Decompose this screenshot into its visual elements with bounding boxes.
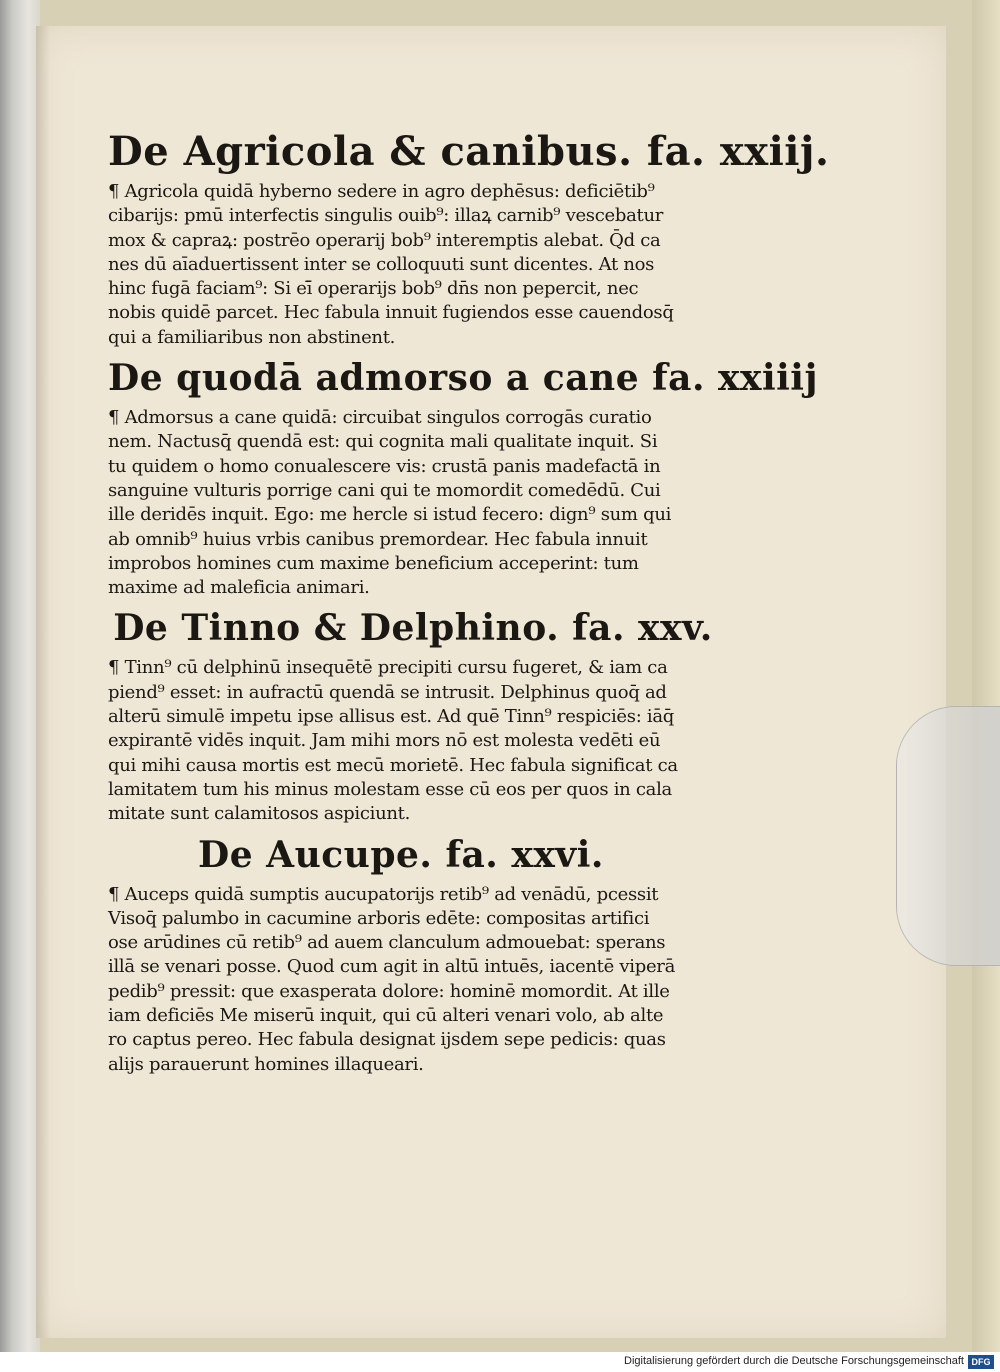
book-binding [0,0,40,1352]
text-line: nem. Nactusq̄ quendā est: qui cognita mali qualitate inquit. Si [108,431,658,453]
text-line: ¶ Admorsus a cane quidā: circuibat singulos corrogās curatio [108,407,652,429]
text-line: hinc fugā faciam⁹: Si eī̄ operarijs bob⁹ dn̄s non pepercit, nec [108,278,639,300]
footer-credit: Digitalisierung gefördert durch die Deutsche Forschungsgemeinschaft [624,1355,964,1367]
text-line: nes dū aīaduertissent inter se colloquuti sunt dicentes. At nos [108,253,655,275]
fable-text-block [108,124,830,1077]
text-line: ¶ Tinn⁹ cū delphinū insequētē precipiti cursu fugeret, & iam ca [108,657,668,679]
text-line: lamitatem tum his minus molestam esse cū eos per quos in cala [108,778,672,800]
text-line: pedib⁹ pressit: que exasperata dolore: hominē momordit. At ille [108,980,670,1002]
fable-body-25 [108,656,718,826]
text-line: Visoq̄ palumbo in cacumine arboris edēte: compositas artifici [108,907,650,929]
text-line: illā se venari posse. Quod cum agit in altū intuēs, iacentē viperā [108,956,676,978]
text-line: alterū simulē impetu ipse allisus est. Ad quē Tinn⁹ respiciēs: iāq̄ [108,706,674,728]
text-line: ¶ Auceps quidā sumptis aucupatorijs retib⁹ ad venādū, pcessit [108,883,659,905]
fable-heading-25: De Tinno & Delphino. fa. xxv. [113,607,713,650]
text-line: tu quidem o homo conualescere vis: crustā panis madefactā in [108,455,661,477]
fable-body-24 [108,406,718,600]
dfg-logo: DFG [968,1355,994,1369]
text-line: maxime ad maleficia animari. [108,577,370,599]
fable-heading-24: De quodā admorso a cane fa. xxiiij [108,357,818,400]
text-line: piend⁹ esset: in aufractū quendā se intrusit. Delphinus quoq̄ ad [108,681,667,703]
text-line: qui a familiaribus non abstinent. [108,326,396,348]
text-line: expirantē vidēs inquit. Jam mihi mors nō est molesta vedēti eū [108,730,661,752]
fable-heading-26: De Aucupe. fa. xxvi. [198,833,604,876]
text-line: improbos homines cum maxime beneficium acceperint: tum [108,552,639,574]
text-line: alijs parauerunt homines illaqueari. [108,1053,424,1075]
text-line: ro captus pereo. Hec fabula designat ijsdem sepe pedicis: quas [108,1029,666,1051]
text-line: qui mihi causa mortis est mecū morietē. Hec fabula significat ca [108,754,678,776]
text-line: iam deficiēs Me miserū inquit, qui cū alteri venari volo, ab alte [108,1005,664,1027]
text-line: ab omnib⁹ huius vrbis canibus premordear. Hec fabula innuit [108,528,648,550]
fable-heading-23: De Agricola & canibus. fa. xxiij. [108,128,830,175]
fable-body-26 [108,883,718,1077]
text-line: ¶ Agricola quidā hyberno sedere in agro dephēsus: deficiētib⁹ [108,181,655,202]
fable-body-23 [108,180,718,350]
text-line: mox & capraꝝ: postrēo operarij bob⁹ interemptis alebat. Q̄d ca [108,229,661,251]
board-edge [972,0,1000,1372]
text-line: mitate sunt calamitosos aspiciunt. [108,803,411,825]
text-line: ille deridēs inquit. Ego: me hercle si istud fecero: dign⁹ sum qui [108,504,672,526]
text-line: cibarijs: pmū interfectis singulis ouib⁹: illaꝝ carnib⁹ vescebatur [108,205,664,227]
text-line: sanguine vulturis porrige cani qui te momordit comedēdū. Cui [108,479,661,501]
text-line: nobis quidē parcet. Hec fabula innuit fugiendos esse cauendosq̄ [108,302,674,324]
page-clip [896,706,1000,966]
text-line: ose arūdines cū retib⁹ ad auem clanculum admouebat: sperans [108,932,666,954]
